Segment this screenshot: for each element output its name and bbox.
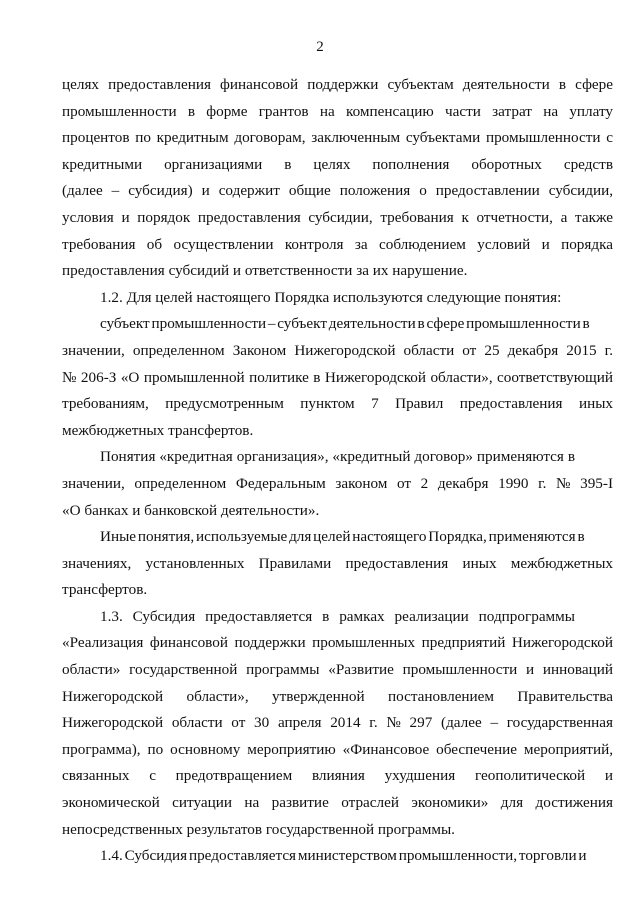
text-line: целях предоставления финансовой поддержки субъектам деятельности в сфере [62, 76, 613, 93]
text-line: значениях, установленных Правилами предоставления иных межбюджетных [62, 554, 613, 572]
text-line: Нижегородской области от 30 апреля 2014 г. № 297 (далее – государственная [62, 714, 613, 732]
text-line: процентов по кредитным договорам, заключенным субъектами промышленности с [62, 129, 613, 147]
text-line: Иные понятия, используемые для целей настоящего Порядка, применяются в [100, 528, 585, 546]
page-number: 2 [316, 39, 324, 55]
text-line: требования об осуществлении контроля за соблюдением условий и порядка [62, 235, 613, 253]
text-line: экономической ситуации на развитие отраслей экономики» для достижения [62, 794, 613, 812]
text-line: субъект промышленности – субъект деятельности в сфере промышленности в [100, 315, 590, 333]
text-line: требованиям, предусмотренным пунктом 7 Правил предоставления иных [62, 395, 613, 413]
text-line: «О банках и банковской деятельности». [62, 501, 320, 519]
text-line: условия и порядок предоставления субсидии, требования к отчетности, а также [62, 208, 613, 226]
text-line: 1.4. Субсидия предоставляется министерством промышленности, торговли и [100, 847, 587, 865]
text-line: «Реализация финансовой поддержки промышленных предприятий Нижегородской [62, 634, 613, 652]
paragraph-p-1-2 [62, 285, 613, 312]
text-line: межбюджетных трансфертов. [62, 421, 254, 439]
text-line: 1.2. Для целей настоящего Порядка используются следующие понятия: [100, 288, 562, 306]
paragraph-p-continuation [62, 72, 613, 285]
text-line: 1.3. Субсидия предоставляется в рамках реализации подпрограммы [100, 607, 575, 625]
text-line: программа), по основному мероприятию «Финансовое обеспечение мероприятий, [62, 740, 613, 758]
text-line: значении, определенном Законом Нижегородской области от 25 декабря 2015 г. [62, 341, 613, 359]
text-line: (далее – субсидия) и содержит общие положения о предоставлении субсидии, [62, 182, 613, 200]
text-line: трансфертов. [62, 581, 148, 599]
text-line: связанных с предотвращением влияния ухудшения геополитической и [62, 767, 613, 785]
text-line: кредитными организациями в целях пополнения оборотных средств [62, 155, 613, 173]
text-line: Нижегородской области», утвержденной постановлением Правительства [62, 687, 613, 705]
paragraph-p-credit-concepts [62, 444, 613, 524]
text-line: непосредственных результатов государственной программы. [62, 820, 455, 838]
text-line: Понятия «кредитная организация», «кредитный договор» применяются в [100, 448, 575, 466]
paragraph-p-1-3 [62, 604, 613, 843]
text-line: значении, определенном Федеральным законом от 2 декабря 1990 г. № 395-I [62, 474, 613, 492]
text-line: предоставления субсидий и ответственности за их нарушение. [62, 262, 468, 280]
paragraph-p-subject-definition [62, 311, 613, 444]
text-line: области» государственной программы «Развитие промышленности и инноваций [62, 661, 613, 679]
text-line: промышленности в форме грантов на компенсацию части затрат на уплату [62, 102, 613, 120]
paragraph-p-other-concepts [62, 524, 613, 604]
document-body [62, 72, 613, 870]
paragraph-p-1-4 [62, 843, 613, 870]
text-line: № 206-З «О промышленной политике в Нижегородской области», соответствующий [62, 368, 613, 386]
